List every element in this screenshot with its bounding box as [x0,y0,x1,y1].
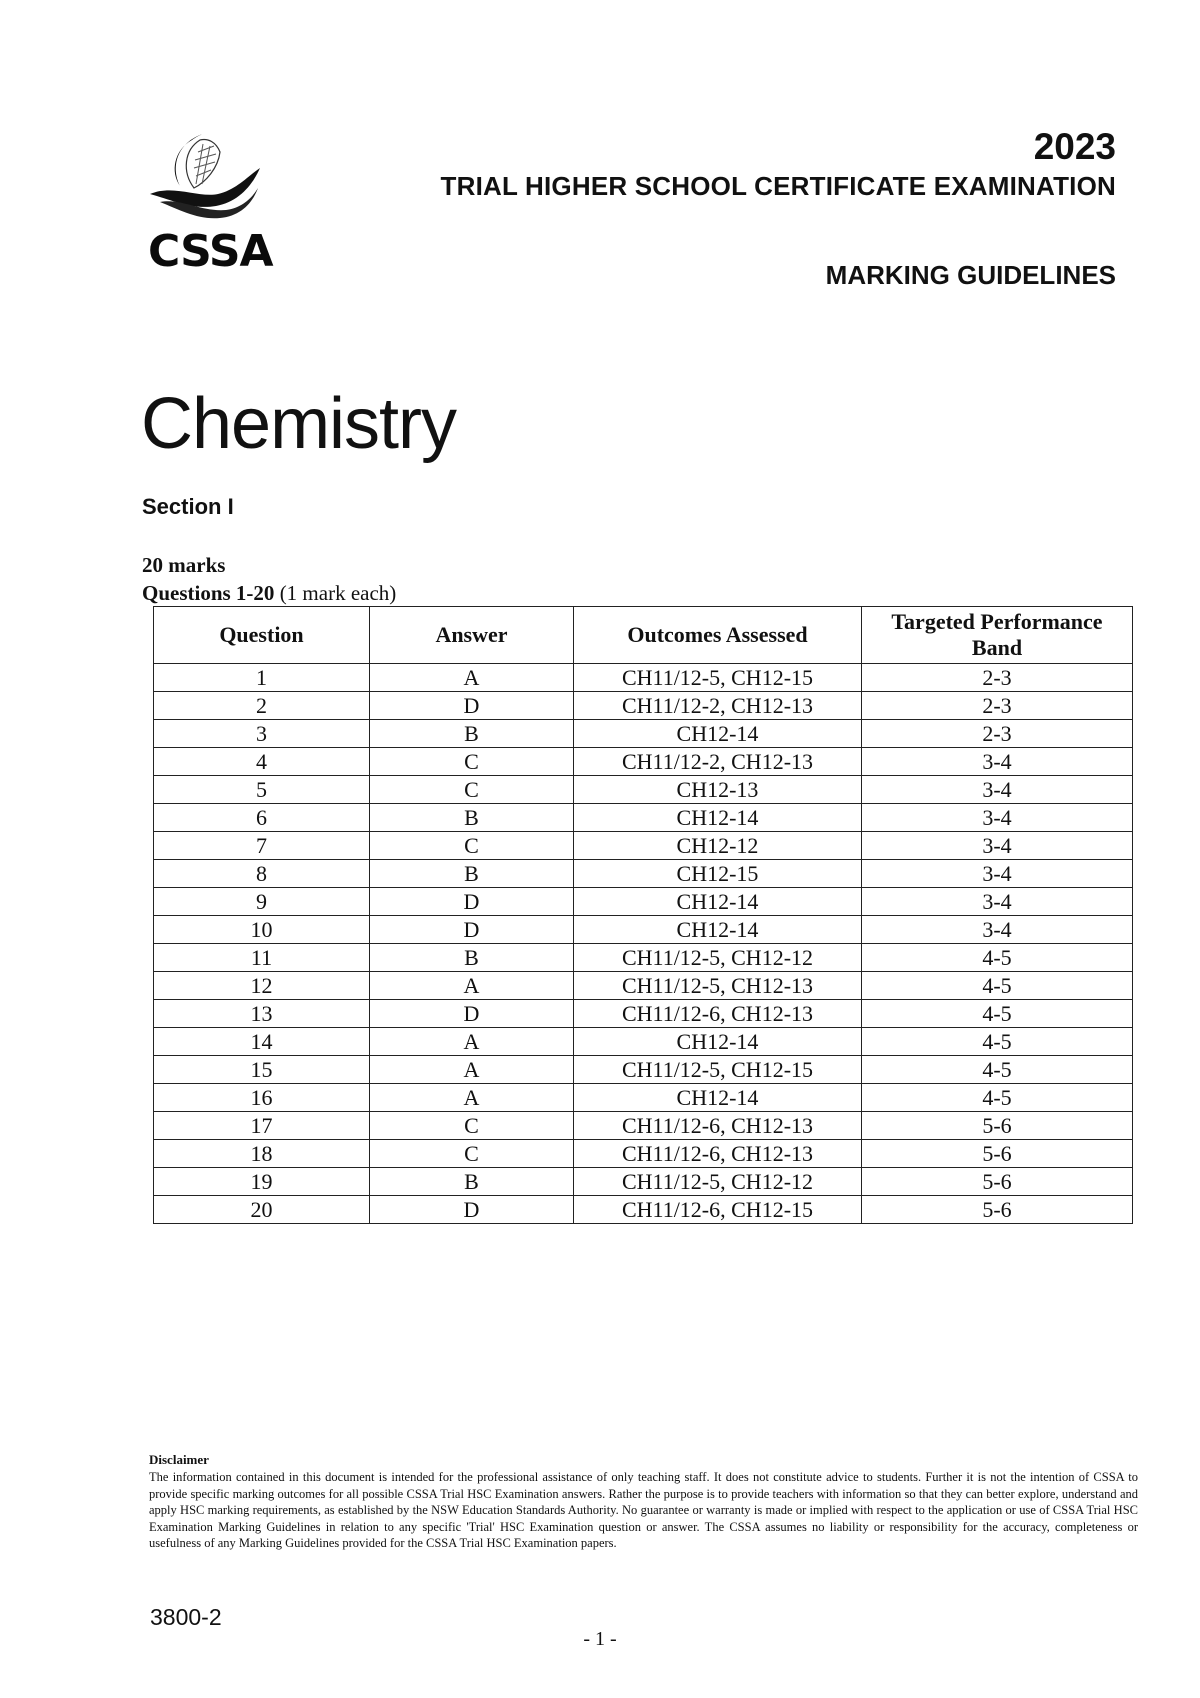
outcomes-cell: CH12-14 [574,888,862,916]
answer-cell: A [370,1028,574,1056]
outcomes-cell: CH11/12-6, CH12-13 [574,1000,862,1028]
subject-title: Chemistry [141,384,457,464]
outcomes-cell: CH12-14 [574,1028,862,1056]
answer-cell: B [370,1168,574,1196]
band-cell: 5-6 [862,1112,1133,1140]
question-cell: 15 [154,1056,370,1084]
question-cell: 12 [154,972,370,1000]
answer-cell: D [370,1196,574,1224]
table-row [154,720,1133,748]
question-cell: 2 [154,692,370,720]
question-cell: 7 [154,832,370,860]
answer-cell: C [370,832,574,860]
band-cell: 5-6 [862,1140,1133,1168]
column-header: Targeted Performance Band [862,607,1133,664]
column-header: Question [154,607,370,664]
question-cell: 10 [154,916,370,944]
table-row [154,776,1133,804]
questions-note: (1 mark each) [274,581,397,605]
outcomes-cell: CH12-14 [574,1084,862,1112]
page-number: - 1 - [583,1628,617,1650]
band-cell: 2-3 [862,664,1133,692]
question-cell: 13 [154,1000,370,1028]
table-row [154,916,1133,944]
answer-cell: D [370,916,574,944]
question-cell: 1 [154,664,370,692]
outcomes-cell: CH12-13 [574,776,862,804]
question-cell: 20 [154,1196,370,1224]
answer-cell: B [370,804,574,832]
band-cell: 4-5 [862,944,1133,972]
exam-year: 2023 [1033,126,1116,167]
outcomes-cell: CH11/12-5, CH12-15 [574,1056,862,1084]
outcomes-cell: CH11/12-6, CH12-15 [574,1196,862,1224]
question-cell: 6 [154,804,370,832]
band-cell: 4-5 [862,972,1133,1000]
question-cell: 18 [154,1140,370,1168]
outcomes-cell: CH11/12-6, CH12-13 [574,1140,862,1168]
outcomes-cell: CH11/12-5, CH12-12 [574,1168,862,1196]
question-cell: 3 [154,720,370,748]
table-row [154,748,1133,776]
table-row [154,1056,1133,1084]
outcomes-cell: CH11/12-6, CH12-13 [574,1112,862,1140]
band-cell: 3-4 [862,748,1133,776]
question-cell: 5 [154,776,370,804]
questions-line [142,581,396,606]
table-row [154,1000,1133,1028]
band-cell: 3-4 [862,888,1133,916]
document-type: MARKING GUIDELINES [825,260,1116,290]
table-row [154,1168,1133,1196]
answer-cell: C [370,1112,574,1140]
answer-cell: A [370,664,574,692]
answer-cell: D [370,1000,574,1028]
section-marks: 20 marks [142,553,226,577]
answer-cell: B [370,720,574,748]
table-row [154,860,1133,888]
question-cell: 19 [154,1168,370,1196]
band-cell: 3-4 [862,804,1133,832]
outcomes-cell: CH11/12-2, CH12-13 [574,692,862,720]
outcomes-cell: CH12-12 [574,832,862,860]
answer-cell: A [370,1056,574,1084]
table-row [154,944,1133,972]
answer-cell: C [370,1140,574,1168]
disclaimer-text: The information contained in this document is intended for the professional assistance of only teaching staff. It does not constitute advice to students. Further it is not the intention of CSSA to provide specific marking outcomes for all possible CSSA Trial HSC Examination answers. Rather the purpose is to provide teachers with information so that they can better explore, understand and apply HSC marking requirements, as established by the NSW Education Standards Authority. No guarantee or warranty is made or implied with respect to the application or use of CSSA Trial HSC Examination Marking Guidelines in relation to any specific 'Trial' HSC Examination question or answer. The CSSA assumes no liability or responsibility for the accuracy, completeness or usefulness of any Marking Guidelines provided for the CSSA Trial HSC Examination papers. [149,1470,1138,1550]
column-header: Outcomes Assessed [574,607,862,664]
answer-cell: A [370,1084,574,1112]
section-title: Section I [142,494,234,519]
table-row [154,888,1133,916]
outcomes-cell: CH11/12-5, CH12-15 [574,664,862,692]
band-cell: 4-5 [862,1084,1133,1112]
table-row [154,692,1133,720]
answer-cell: B [370,860,574,888]
table-body [154,664,1133,1224]
outcomes-cell: CH11/12-5, CH12-13 [574,972,862,1000]
band-cell: 4-5 [862,1000,1133,1028]
questions-range: Questions 1-20 [142,581,275,605]
question-cell: 17 [154,1112,370,1140]
answer-cell: C [370,748,574,776]
outcomes-cell: CH12-15 [574,860,862,888]
answers-table [153,606,1133,1224]
table-row [154,972,1133,1000]
disclaimer-title: Disclaimer [149,1452,209,1467]
exam-title: TRIAL HIGHER SCHOOL CERTIFICATE EXAMINATION [440,171,1116,201]
question-cell: 16 [154,1084,370,1112]
answer-cell: D [370,888,574,916]
band-cell: 3-4 [862,832,1133,860]
cssa-emblem-icon [148,128,283,228]
paper-code: 3800-2 [150,1604,222,1630]
band-cell: 5-6 [862,1168,1133,1196]
outcomes-cell: CH12-14 [574,720,862,748]
band-cell: 3-4 [862,860,1133,888]
question-cell: 11 [154,944,370,972]
question-cell: 9 [154,888,370,916]
table-row [154,1196,1133,1224]
table-row [154,664,1133,692]
outcomes-cell: CH11/12-2, CH12-13 [574,748,862,776]
band-cell: 3-4 [862,916,1133,944]
band-cell: 4-5 [862,1056,1133,1084]
question-cell: 4 [154,748,370,776]
question-cell: 8 [154,860,370,888]
outcomes-cell: CH12-14 [574,916,862,944]
outcomes-cell: CH12-14 [574,804,862,832]
table-row [154,1028,1133,1056]
table-row [154,804,1133,832]
answer-cell: A [370,972,574,1000]
band-cell: 2-3 [862,720,1133,748]
logo-text: CSSA [148,226,273,277]
answer-cell: C [370,776,574,804]
table-row [154,1140,1133,1168]
answer-cell: B [370,944,574,972]
question-cell: 14 [154,1028,370,1056]
answer-cell: D [370,692,574,720]
table-row [154,1084,1133,1112]
table-row [154,832,1133,860]
column-header: Answer [370,607,574,664]
outcomes-cell: CH11/12-5, CH12-12 [574,944,862,972]
table-header-row [154,607,1133,664]
table-row [154,1112,1133,1140]
band-cell: 2-3 [862,692,1133,720]
band-cell: 4-5 [862,1028,1133,1056]
cssa-logo [148,128,283,278]
band-cell: 5-6 [862,1196,1133,1224]
band-cell: 3-4 [862,776,1133,804]
